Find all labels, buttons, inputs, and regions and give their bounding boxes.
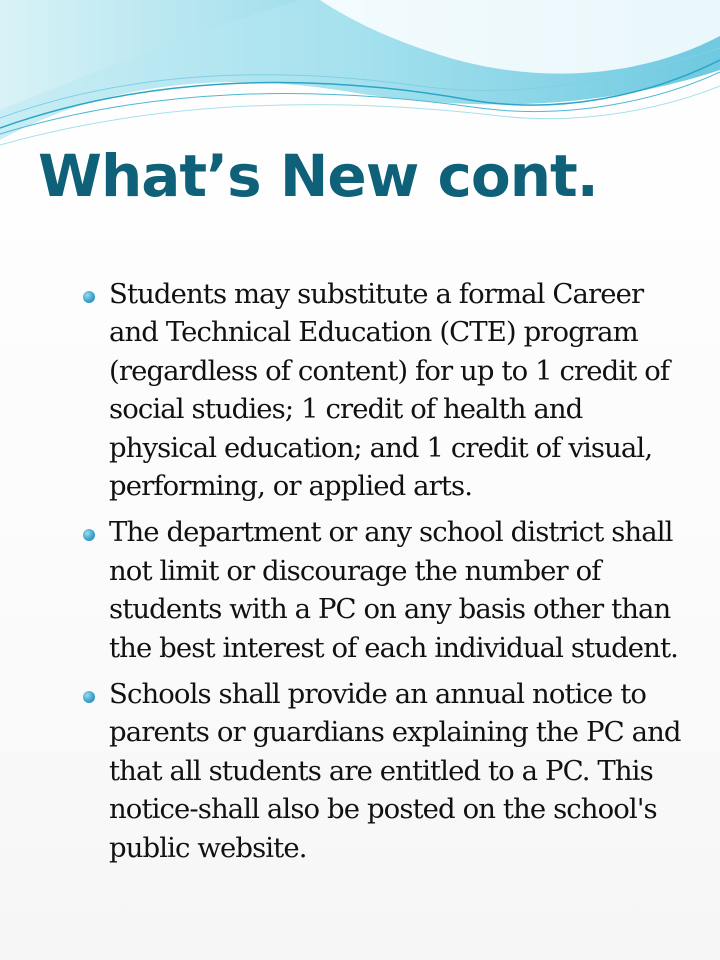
bullet-dot-icon <box>83 529 95 541</box>
bullet-item <box>76 275 686 505</box>
bullet-dot-icon <box>83 291 95 303</box>
bullet-item <box>76 675 686 867</box>
decorative-wave-header <box>0 0 720 160</box>
bullet-dot-icon <box>83 691 95 703</box>
slide-title: What’s New cont. <box>38 142 598 210</box>
bullet-item <box>76 513 686 667</box>
bullet-text: Students may substitute a formal Career and Technical Education (CTE) program (regardless of content) for up to 1 credit of social studies; 1 credit of health and physical education; and 1 credit of visual, performing, or applied arts. <box>109 278 670 503</box>
bullet-text: Schools shall provide an annual notice to parents or guardians explaining the PC and that all students are entitled to a PC. This notice-shall also be posted on the school's public website. <box>109 678 681 864</box>
bullet-text: The department or any school district shall not limit or discourage the number of students with a PC on any basis other than the best interest of each individual student. <box>109 516 678 664</box>
bullet-list <box>76 275 686 875</box>
